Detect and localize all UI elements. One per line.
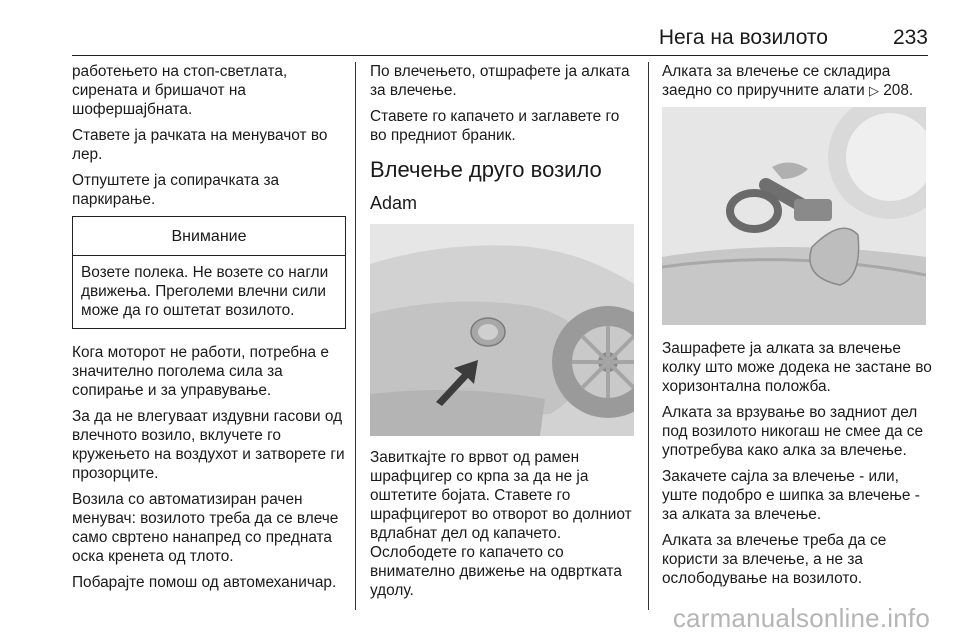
paragraph: Алката за врзување во задниот дел под возилото никогаш не смее да се употребува како алка за влечење.: [662, 404, 924, 459]
page-header: [72, 24, 928, 56]
paragraph: Закачете сајла за влечење - или, уште подобро е шипка за влечење - за алката за влечење.: [662, 468, 920, 523]
column-divider: [355, 62, 356, 610]
paragraph: Ставете го капачето и заглавете го во предниот браник.: [370, 108, 620, 144]
paragraph: Возила со автоматизиран рачен менувач: возилото треба да се влече само свртено нанапред со предната оска кренета од тлото.: [72, 491, 339, 565]
warning-text: Возете полека. Не возете со нагли движења. Преголеми влечни сили може да го оштетат возилото.: [81, 264, 329, 319]
paragraph: Побарајте помош од автомеханичар.: [72, 574, 337, 591]
page-reference: 208.: [883, 82, 914, 99]
header-rule: [72, 55, 928, 56]
section-title: Влечење друго возило: [370, 157, 602, 182]
page-number: 233: [892, 26, 928, 49]
paragraph: Ставете ја рачката на менувачот во лер.: [72, 127, 328, 163]
header-title: Нега на возилото: [658, 26, 828, 49]
paragraph: Кога моторот не работи, потребна е значително поголема сила за сопирање и за управување.: [72, 344, 329, 399]
paragraph: По влечењето, отшрафете ја алката за влечење.: [370, 63, 630, 99]
watermark: carmanualsonline.info: [672, 603, 930, 633]
rear-bumper-cap-illustration: [370, 224, 634, 436]
paragraph: Завиткајте го врвот од рамен шрафцигер со крпа за да не ја оштетите бојата. Ставете го шрафцигерот во отворот во долниот вдлабнат дел од капачето. Ослободете го капачето со внимателно движење на одвртката удолу.: [370, 449, 632, 599]
paragraph: За да не влегуваат издувни гасови од влечното возило, вклучете го кружењето на воздухот и затворете ги прозорците.: [72, 408, 345, 482]
triangle-right-icon: ▷: [868, 83, 879, 98]
column-divider: [648, 62, 649, 610]
paragraph: работењето на стоп-светлата, сирената и бришачот на шофершајбната.: [72, 63, 288, 118]
paragraph: Алката за влечење треба да се користи за влечење, а не за ослободување на возилото.: [662, 532, 887, 587]
tow-eye-illustration: [662, 107, 926, 325]
column-3: [662, 62, 932, 595]
warning-box: [72, 216, 346, 329]
warning-title: Внимание: [73, 217, 345, 256]
paragraph: Зашрафете ја алката за влечење колку што може додека не застане во хоризонтална положба.: [662, 340, 932, 395]
paragraph-text: Алката за влечење се складира заедно со приручните алати: [662, 63, 891, 99]
paragraph: [662, 62, 932, 100]
subsection-title: Adam: [370, 193, 418, 213]
paragraph: Отпуштете ја сопирачката за паркирање.: [72, 172, 280, 208]
column-1: [72, 62, 346, 599]
column-2: [370, 62, 634, 607]
